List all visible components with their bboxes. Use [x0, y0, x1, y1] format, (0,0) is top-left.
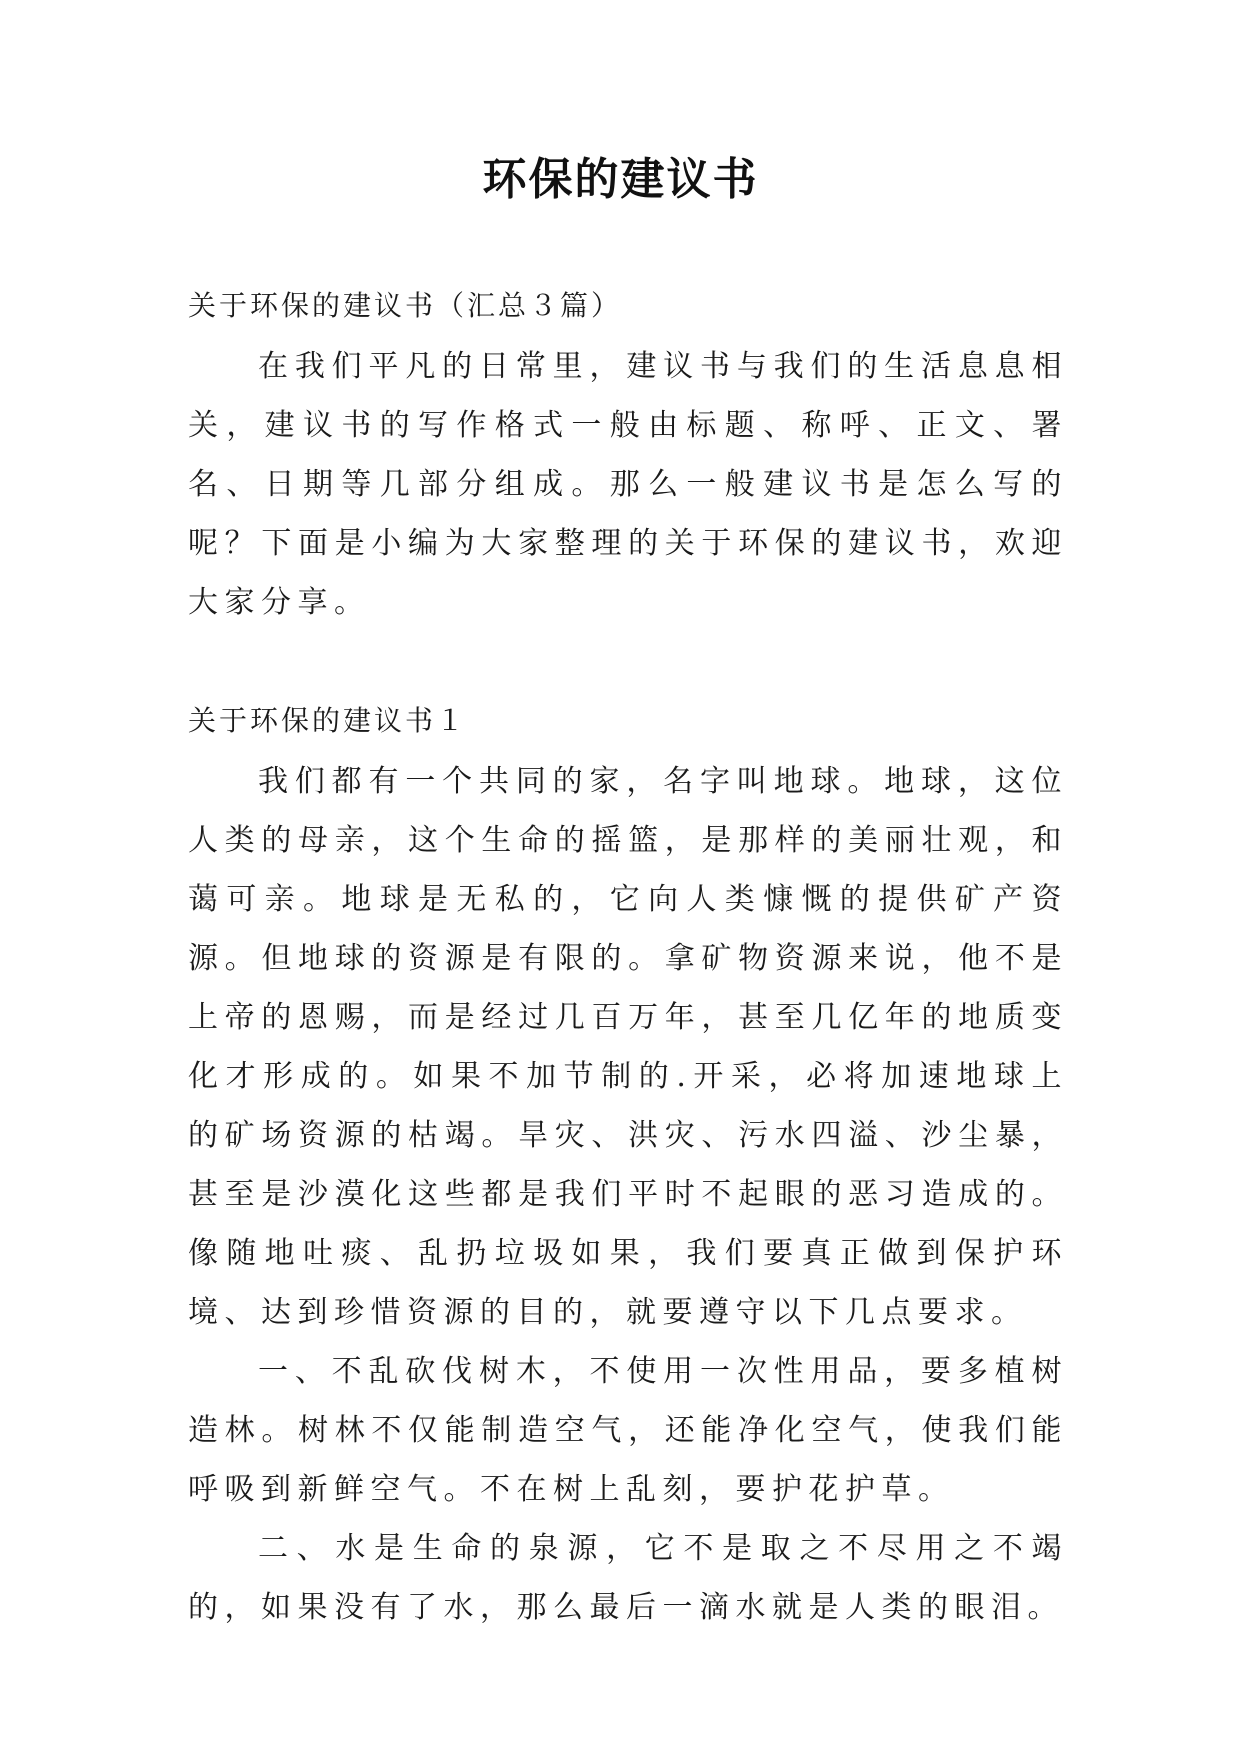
section-1-paragraph-1: 我们都有一个共同的家，名字叫地球。地球，这位人类的母亲，这个生命的摇篮，是那样的美丽壮观，和蔼可亲。地球是无私的，它向人类慷慨的提供矿产资源。但地球的资源是有限的。拿矿物资源来说，他不是上帝的恩赐，而是经过几百万年，甚至几亿年的地质变化才形成的。如果不加节制的.开采，必将加速地球上的矿场资源的枯竭。旱灾、洪灾、污水四溢、沙尘暴，甚至是沙漠化这些都是我们平时不起眼的恶习造成的。像随地吐痰、乱扔垃圾如果，我们要真正做到保护环境、达到珍惜资源的目的，就要遵守以下几点要求。: [188, 764, 1068, 1330]
section-1-paragraph-3: 二、水是生命的泉源，它不是取之不尽用之不竭的，如果没有了水，那么最后一滴水就是人类的眼泪。: [188, 1531, 1068, 1625]
intro-paragraph: 在我们平凡的日常里，建议书与我们的生活息息相关，建议书的写作格式一般由标题、称呼、正文、署名、日期等几部分组成。那么一般建议书是怎么写的呢？下面是小编为大家整理的关于环保的建议书，欢迎大家分享。: [188, 349, 1068, 620]
intro-heading: 关于环保的建议书（汇总３篇）: [188, 289, 623, 322]
section-1-paragraph-2: 一、不乱砍伐树木，不使用一次性用品，要多植树造林。树林不仅能制造空气，还能净化空气，使我们能呼吸到新鲜空气。不在树上乱刻，要护花护草。: [188, 1354, 1068, 1507]
document-body: [188, 286, 1068, 1637]
document-title: 环保的建议书: [482, 154, 759, 205]
section-1-heading: 关于环保的建议书１: [188, 704, 468, 737]
